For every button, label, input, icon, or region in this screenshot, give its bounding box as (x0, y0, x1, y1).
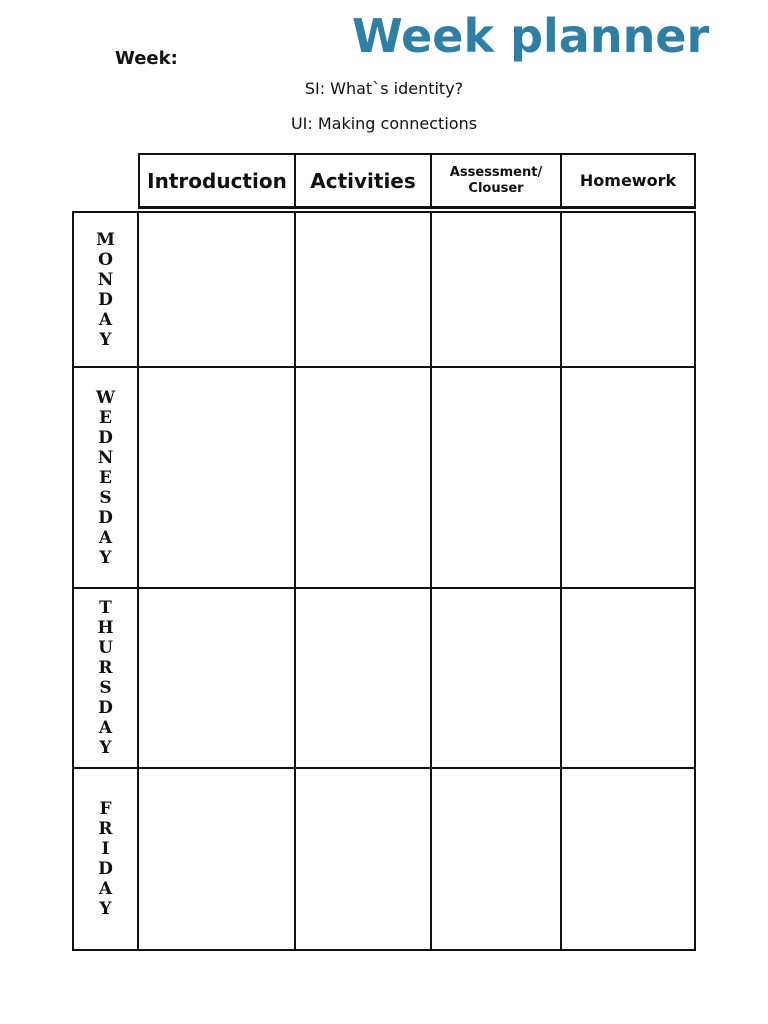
cell-wednesday-assessment[interactable] (430, 366, 562, 589)
day-letter: A (98, 718, 113, 738)
day-letter: A (98, 527, 113, 548)
day-letter: H (97, 618, 114, 638)
day-letter: Y (99, 738, 112, 758)
day-letter: U (98, 638, 113, 658)
day-letter: E (99, 467, 112, 488)
day-letter: M (96, 229, 115, 250)
cell-thursday-introduction[interactable] (137, 587, 296, 769)
cell-thursday-homework[interactable] (560, 587, 696, 769)
planner-grid (72, 211, 696, 951)
row-friday (72, 767, 696, 951)
day-letter: F (99, 799, 112, 819)
day-letter: D (98, 427, 113, 448)
cell-monday-introduction[interactable] (137, 211, 296, 368)
day-letter: Y (99, 329, 112, 350)
si-line: SI: What`s identity? (304, 79, 464, 98)
day-letter: E (99, 407, 112, 428)
cell-thursday-activities[interactable] (294, 587, 432, 769)
column-header-activities: Activities (294, 153, 432, 209)
row-wednesday (72, 366, 696, 589)
cell-monday-activities[interactable] (294, 211, 432, 368)
cell-friday-introduction[interactable] (137, 767, 296, 951)
day-letter: Y (99, 899, 112, 919)
cell-friday-assessment[interactable] (430, 767, 562, 951)
cell-friday-activities[interactable] (294, 767, 432, 951)
row-thursday (72, 587, 696, 769)
day-name (98, 799, 113, 919)
row-monday (72, 211, 696, 368)
day-label-friday (72, 767, 139, 951)
day-name (97, 598, 113, 758)
day-letter: S (99, 487, 112, 508)
cell-wednesday-homework[interactable] (560, 366, 696, 589)
day-name (96, 388, 115, 568)
day-letter: D (98, 507, 113, 528)
day-letter: D (98, 698, 113, 718)
day-label-wednesday (72, 366, 139, 589)
day-letter: D (98, 289, 113, 310)
column-header-assessment: Assessment/ Clouser (430, 153, 562, 209)
cell-monday-homework[interactable] (560, 211, 696, 368)
day-letter: N (97, 447, 114, 468)
week-label: Week: (115, 48, 178, 69)
page-title: Week planner (352, 9, 710, 63)
column-header-introduction: Introduction (138, 153, 296, 209)
day-letter: A (98, 879, 113, 899)
day-letter: N (97, 269, 114, 290)
cell-monday-assessment[interactable] (430, 211, 562, 368)
day-letter: D (98, 859, 113, 879)
cell-friday-homework[interactable] (560, 767, 696, 951)
day-letter: O (98, 249, 113, 270)
day-letter: T (99, 598, 112, 618)
column-header-homework: Homework (560, 153, 696, 209)
cell-wednesday-introduction[interactable] (137, 366, 296, 589)
cell-thursday-assessment[interactable] (430, 587, 562, 769)
ui-line: UI: Making connections (290, 114, 478, 133)
day-letter: W (95, 387, 116, 408)
day-letter: Y (99, 547, 112, 568)
day-label-monday (72, 211, 139, 368)
day-letter: I (101, 839, 110, 859)
day-letter: S (99, 678, 112, 698)
day-name (96, 230, 115, 350)
day-letter: A (98, 309, 113, 330)
cell-wednesday-activities[interactable] (294, 366, 432, 589)
day-letter: R (98, 658, 113, 678)
day-letter: R (98, 819, 113, 839)
day-label-thursday (72, 587, 139, 769)
